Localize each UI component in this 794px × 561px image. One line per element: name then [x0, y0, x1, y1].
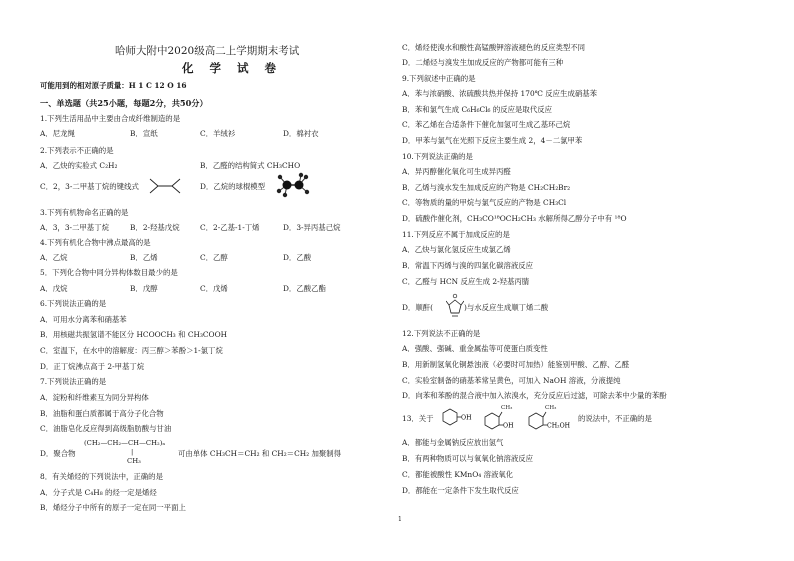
maleic-anhydride-structure-icon	[446, 292, 464, 322]
q7-option-d-suffix: 可由单体 CH₃CH＝CH₂ 和 CH₂＝CH₂ 加聚制得	[178, 449, 342, 458]
q13-option-d: D．都能在一定条件下发生取代反应	[402, 486, 519, 495]
q9-option-b: B．苯和氯气生成 C₆H₆Cl₆ 的反应是取代反应	[402, 105, 552, 114]
q1-option-d: D．棉衬衣	[283, 129, 319, 138]
phenol-structure-icon	[440, 406, 472, 426]
q3-option-d: D．3-异丙基己烷	[283, 223, 341, 232]
q13-methyl-label-1: CH₃	[501, 405, 513, 411]
q12-option-d: D．向苯和苯酚的混合液中加入浓溴水，充分反应后过滤，可除去苯中少量的苯酚	[402, 391, 667, 400]
q3-option-c: C．2-乙基-1-丁烯	[200, 223, 260, 232]
q10-option-b: B．乙烯与溴水发生加成反应的产物是 CH₂CH₂Br₂	[402, 183, 571, 192]
q10-option-a: A．异丙醇催化氧化可生成异丙醛	[402, 167, 511, 176]
q9-option-a: A．苯与浓硝酸、浓硫酸共热并保持 170℃ 反应生成硝基苯	[402, 89, 598, 98]
q4-option-c: C．乙醇	[200, 253, 228, 262]
section-heading: 一、单选题（共25小题，每题2分，共50分）	[40, 98, 208, 108]
q2-option-b: B．乙醛的结构简式 CH₃CHO	[200, 161, 301, 170]
bond-line-structure-icon	[148, 176, 182, 196]
q11-option-b: B．常温下丙烯与溴的四氯化碳溶液反应	[402, 261, 534, 270]
q8-stem: 8．有关烯烃的下列说法中，正确的是	[40, 472, 163, 481]
q8-option-c: C．烯烃使溴水和酸性高锰酸钾溶液褪色的反应类型不同	[402, 43, 586, 52]
q5-option-c: C．戊烯	[200, 284, 228, 293]
exam-subject: 化 学 试 卷	[182, 61, 283, 75]
q7-option-b: B．油脂和蛋白质都属于高分子化合物	[40, 409, 164, 418]
q7-polymer-bond: |	[131, 448, 134, 456]
q1-stem: 1.下列生活用品中主要由合成纤维制造的是	[40, 114, 181, 123]
q12-stem: 12.下列说法不正确的是	[402, 329, 481, 338]
page-number: 1	[398, 516, 402, 523]
q7-option-d-prefix: D．聚合物	[40, 449, 76, 458]
q11-option-d-suffix: )与水反应生成顺丁烯二酸	[464, 303, 549, 312]
q6-option-d: D．正丁烷沸点高于 2-甲基丁烷	[40, 362, 145, 371]
q6-stem: 6.下列说法正确的是	[40, 299, 107, 308]
q9-option-d: D．甲苯与氯气在光照下反应主要生成 2，4－二氯甲苯	[402, 136, 583, 145]
q3-option-a: A．3，3-二甲基丁烷	[40, 223, 109, 232]
q13-methyl-label-2: CH₃	[545, 405, 557, 411]
svg-text:CH₂OH: CH₂OH	[547, 422, 571, 430]
q7-option-a: A．淀粉和纤维素互为同分异构体	[40, 393, 149, 402]
q7-polymer-branch: CH₃	[127, 457, 141, 465]
atomic-mass-line: 可能用到的相对原子质量：H 1 C 12 O 16	[40, 81, 187, 90]
q10-stem: 10.下列说法正确的是	[402, 152, 473, 161]
q6-option-b: B．用核磁共振氢谱不能区分 HCOOCH₃ 和 CH₃COOH	[40, 330, 228, 339]
q12-option-c: C．实验室制备的硝基苯常呈黄色，可加入 NaOH 溶液，分液提纯	[402, 376, 621, 385]
q5-option-a: A．戊烷	[40, 284, 68, 293]
q7-option-c: C．油脂皂化反应得到高级脂肪酸与甘油	[40, 424, 172, 433]
q5-option-d: D．乙酸乙酯	[283, 284, 326, 293]
q13-option-a: A．都能与金属钠反应放出氢气	[402, 438, 504, 447]
exam-title: 哈师大附中2020级高二上学期期末考试	[115, 45, 300, 57]
q6-option-c: C．室温下，在水中的溶解度：丙三醇＞苯酚＞1-氯丁烷	[40, 346, 223, 355]
q10-option-d: D．硫酸作催化剂，CH₃CO¹⁸OCH₂CH₃ 水解所得乙醇分子中有 ¹⁸O	[402, 214, 627, 223]
q8-option-d: D．二烯烃与溴发生加成反应的产物都可能有三种	[402, 58, 564, 67]
q1-option-c: C．羊绒衫	[200, 129, 236, 138]
q2-option-c: C．2，3-二甲基丁烷的键线式	[40, 182, 139, 191]
q4-option-b: B．乙烯	[130, 253, 158, 262]
q13-option-c: C．都能被酸性 KMnO₄ 溶液氧化	[402, 470, 514, 479]
q1-option-a: A．尼龙绳	[40, 129, 75, 138]
q12-option-a: A．强酸、强碱、重金属盐等可使蛋白质变性	[402, 344, 548, 353]
q9-option-c: C．苯乙烯在合适条件下催化加氢可生成乙基环己烷	[402, 120, 571, 129]
q2-stem: 2.下列表示不正确的是	[40, 146, 114, 155]
q3-option-b: B．2-羟基戊烷	[130, 223, 180, 232]
svg-text:OH: OH	[461, 414, 472, 422]
q11-option-c: C．乙醛与 HCN 反应生成 2-羟基丙腈	[402, 277, 530, 286]
q4-stem: 4.下列有机化合物中沸点最高的是	[40, 238, 151, 247]
q5-stem: 5．下列化合物中同分异构体数目最少的是	[40, 268, 178, 277]
q13-prefix: 13．关于	[402, 414, 434, 423]
q13-option-b: B．有两种物质可以与氧氧化钠溶液反应	[402, 454, 534, 463]
q5-option-b: B．戊醇	[130, 284, 158, 293]
q8-option-a: A．分子式是 C₄H₈ 的烃一定是烯烃	[40, 488, 157, 497]
q1-option-b: B．宣纸	[130, 129, 158, 138]
svg-text:OH: OH	[503, 422, 514, 430]
q10-option-c: C．等物质的量的甲烷与氯气反应的产物是 CH₃Cl	[402, 198, 567, 207]
q2-option-d: D．乙烷的球棍模型	[200, 182, 266, 191]
q13-suffix: 的说法中，不正确的是	[578, 414, 652, 423]
q11-stem: 11.下列反应不属于加成反应的是	[402, 230, 510, 239]
q7-polymer-formula: (CH₂—CH₂—CH—CH₂)ₙ	[84, 439, 166, 447]
ball-stick-model-icon	[276, 172, 310, 198]
q9-stem: 9.下列叙述中正确的是	[402, 74, 476, 83]
q4-option-d: D．乙酸	[283, 253, 312, 262]
q11-option-a: A．乙炔与氯化氢反应生成氯乙烯	[402, 245, 511, 254]
q7-stem: 7.下列说法正确的是	[40, 377, 107, 386]
q12-option-b: B．用新制氢氧化铜悬浊液（必要时可加热）能鉴别甲酸、乙醇、乙醛	[402, 360, 630, 369]
q3-stem: 3.下列有机物命名正确的是	[40, 208, 129, 217]
q8-option-b: B．烯烃分子中所有的原子一定在同一平面上	[40, 503, 186, 512]
q11-option-d-prefix: D．顺酐(	[402, 303, 433, 312]
q6-option-a: A．可用水分离苯和硝基苯	[40, 315, 127, 324]
q4-option-a: A．乙烷	[40, 253, 68, 262]
q2-option-a: A．乙炔的实验式 C₂H₂	[40, 161, 118, 170]
